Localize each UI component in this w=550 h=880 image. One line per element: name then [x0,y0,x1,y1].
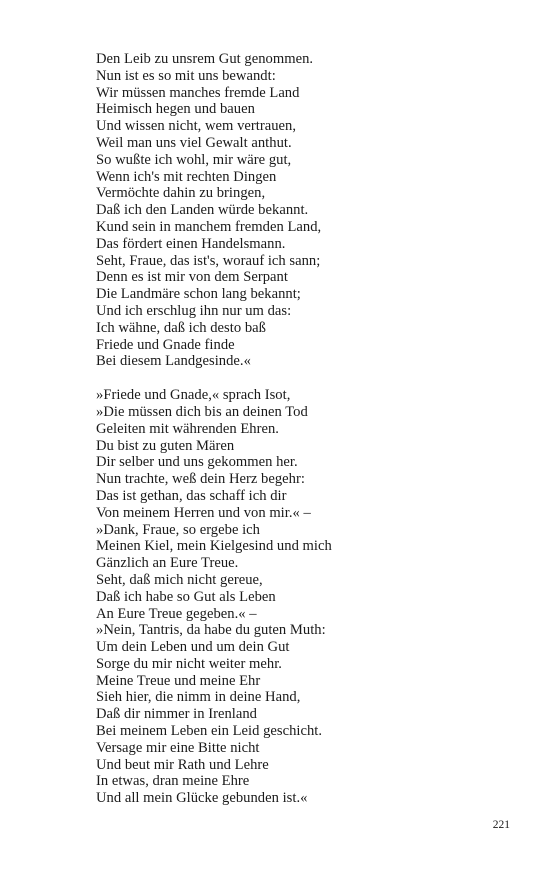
verse-line: »Nein, Tantris, da habe du guten Muth: [96,622,326,639]
verse-line: Und beut mir Rath und Lehre [96,756,269,773]
verse-line: Nun trachte, weß dein Herz begehr: [96,471,305,488]
verse-line: Den Leib zu unsrem Gut genommen. [96,51,314,67]
verse-line: Dir selber und uns gekommen her. [96,454,298,471]
verse-line: Sorge du mir nicht weiter mehr. [96,655,282,672]
stanza-2 [96,387,516,807]
verse-line: Bei meinem Leben ein Leid geschicht. [96,723,323,740]
verse-line: Daß ich habe so Gut als Leben [96,588,276,605]
verse-line: Geleiten mit währenden Ehren. [96,420,279,437]
verse-line: Und ich erschlug ihn nur um das: [96,302,292,319]
verse-line: »Die müssen dich bis an deinen Tod [96,403,308,420]
verse-line: Nun ist es so mit uns bewandt: [96,67,276,84]
verse-line: Gänzlich an Eure Treue. [96,555,239,572]
verse-line: Denn es ist mir von dem Serpant [96,269,288,286]
verse-line: »Dank, Fraue, so ergebe ich [96,521,260,538]
verse-line: Und wissen nicht, wem vertrauen, [96,118,297,135]
page-body [96,51,516,824]
verse-line: An Eure Treue gegeben.« – [96,605,257,622]
verse-line: Ich wähne, daß ich desto baß [96,319,266,336]
verse-line: Meinen Kiel, mein Kielgesind und mich [96,538,332,555]
verse-line: Und all mein Glücke gebunden ist.« [96,790,308,807]
verse-line: Heimisch hegen und bauen [96,101,255,118]
verse-line: Du bist zu guten Mären [96,437,235,454]
verse-line: Die Landmäre schon lang bekannt; [96,286,301,303]
page-number: 221 [492,819,510,831]
verse-line: In etwas, dran meine Ehre [96,773,250,790]
verse-line: Daß ich den Landen würde bekannt. [96,202,309,219]
verse-line: Das fördert einen Handelsmann. [96,235,286,252]
verse-line: Daß dir nimmer in Irenland [96,706,258,723]
verse-line: Von meinem Herren und von mir.« – [96,504,311,521]
verse-line: Vermöchte dahin zu bringen, [96,185,266,202]
verse-line: Seht, Fraue, das ist's, worauf ich sann; [96,252,321,269]
verse-line: Sieh hier, die nimm in deine Hand, [96,689,301,706]
verse-line: So wußte ich wohl, mir wäre gut, [96,151,292,168]
verse-line: Seht, daß mich nicht gereue, [96,571,263,588]
verse-line: Versage mir eine Bitte nicht [96,739,260,756]
verse-line: Kund sein in manchem fremden Land, [96,218,322,235]
verse-line: Um dein Leben und um dein Gut [96,639,290,656]
verse-line: Wir müssen manches fremde Land [96,84,300,101]
verse-line: »Friede und Gnade,« sprach Isot, [96,387,291,404]
verse-line: Friede und Gnade finde [96,336,235,353]
verse-line: Bei diesem Landgesinde.« [96,353,251,370]
verse-line: Weil man uns viel Gewalt anthut. [96,134,292,151]
verse-line: Meine Treue und meine Ehr [96,672,261,689]
stanza-1 [96,51,516,370]
verse-line: Wenn ich's mit rechten Dingen [96,168,277,185]
verse-line: Das ist gethan, das schaff ich dir [96,487,287,504]
